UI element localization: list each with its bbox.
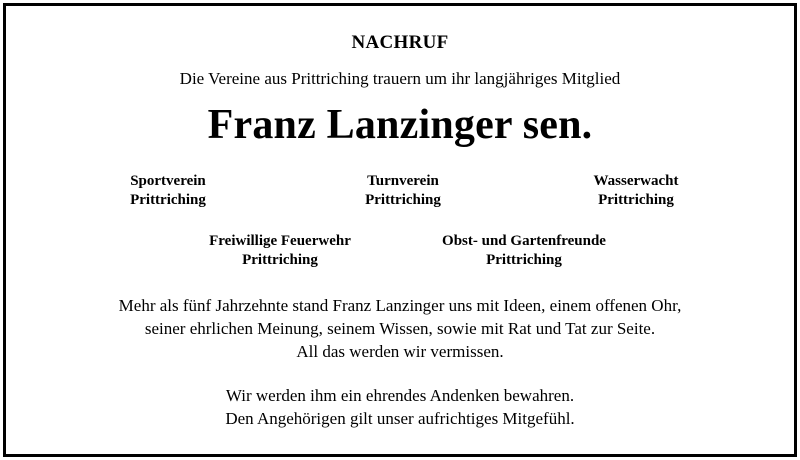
club-name: Wasserwacht [593,173,679,189]
obituary-notice [3,3,797,457]
club-place: Prittriching [130,192,206,208]
tribute-line: All das werden wir vermissen. [296,342,504,361]
tribute-line: seiner ehrlichen Meinung, seinem Wissen, sowie mit Rat und Tat zur Seite. [144,319,656,338]
intro-text: Die Vereine aus Prittriching trauern um ihr langjähriges Mitglied [179,69,621,88]
club-place: Prittriching [242,252,318,268]
closing-line: Wir werden ihm ein ehrendes Andenken bewahren. [225,386,575,405]
tribute-paragraph [6,294,794,363]
notice-heading: NACHRUF [351,32,449,53]
club-turnverein [303,172,503,210]
club-place: Prittriching [486,252,562,268]
club-name: Obst- und Gartenfreunde [442,233,606,249]
deceased-name: Franz Lanzinger sen. [207,102,593,148]
club-place: Prittriching [598,192,674,208]
club-gartenfreunde [404,232,644,270]
club-sportverein [68,172,268,210]
club-name: Freiwillige Feuerwehr [209,233,351,249]
closing-line: Den Angehörigen gilt unser aufrichtiges Mitgefühl. [225,409,575,428]
club-name: Turnverein [367,173,439,189]
club-place: Prittriching [365,192,441,208]
club-feuerwehr [170,232,390,270]
closing-paragraph [6,384,794,430]
club-wasserwacht [536,172,736,210]
club-name: Sportverein [130,173,206,189]
tribute-line: Mehr als fünf Jahrzehnte stand Franz Lanzinger uns mit Ideen, einem offenen Ohr, [118,296,682,315]
